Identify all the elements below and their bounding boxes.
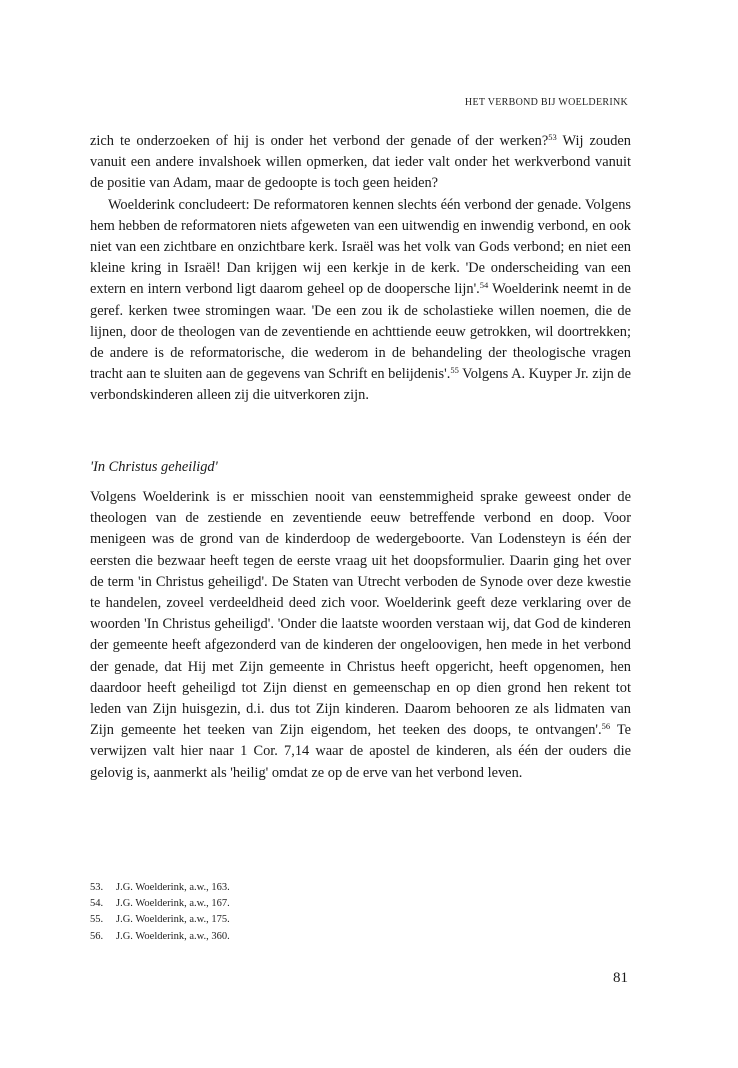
footnote-ref: 53 (548, 132, 557, 142)
paragraph-text: Woelderink neemt in de geref. kerken twee stromingen waar. 'De een zou ik de scholastieke willen noemen, die de lijnen, door de theologen van de zeventiende en achttiende eeuw getrokken, wil doortrekken; de andere is de reformatorische, die wederom in de behandeling der theologische vragen tracht aan te sluiten aan de gegevens van Schrift en belijdenis'. (90, 281, 632, 383)
paragraph-text: Volgens Woelderink is er misschien nooit van eenstemmigheid sprake geweest onder de theologen van de zestiende en zeventiende eeuw betreffende verbond en doop. Voor menigeen was de grond van de kinderdoop de wedergeboorte. Van Lodensteyn is één der eersten die bezwaar heeft tegen de eerste vraag uit het doopsformulier. Daarin ging het over de term 'in Christus geheiligd'. De Staten van Utrecht verboden de Synode over deze kwestie te handelen, zoveel verdeeldheid deed zich voor. Woelderink geeft deze verklaring over de woorden 'In Christus geheiligd'. 'Onder die laatste woorden verstaan wij, dat God de kinderen der gemeente heeft afgezonderd van de kinderen der ongeloovigen, hen mede in het verbond der genade, dat Hij met Zijn gemeente in Christus heeft opgericht, heeft opgenomen, hen daardoor heeft geheiligd tot Zijn dienst en gemeenschap en op dien grond hen rekent tot leden van Zijn huisgezin, d.i. dus tot Zijn kinderen. Daarom behooren ze als lidmaten van Zijn gemeente het teeken van Zijn eigendom, het teeken des doops, te ontvangen'. (90, 489, 631, 739)
footnote (90, 912, 230, 928)
paragraph-text: Woelderink concludeert: De reformatoren kennen slechts één verbond der genade. Volgens hem hebben de reformatoren niets afgeweten van een uitwendig en inwendig verbond, en ook niet van een zichtbare en onzichtbare kerk. Israël was het volk van Gods verbond; en niet een kleine kring in Israël! Dan krijgen wij een kerkje in de kerk. 'De onderscheiding van een extern en intern verbond ligt daarom geheel op de doopersche lijn'. (90, 196, 631, 298)
paragraph-text: zich te onderzoeken of hij is onder het verbond der genade of der werken? (90, 133, 549, 149)
paragraph (90, 131, 631, 195)
footnote (90, 880, 230, 896)
footnote-number: 54. (90, 898, 104, 910)
page-number: 81 (613, 970, 628, 986)
footnote-text: J.G. Woelderink, a.w., 360. (116, 930, 230, 942)
footnote (90, 896, 230, 912)
footnote-number: 55. (90, 914, 104, 926)
paragraph-text: Wij zouden vanuit een andere invalshoek willen opmerken, dat ieder valt onder het werkverbond vanuit de positie van Adam, maar de gedoopte is toch geen heiden? (90, 133, 631, 192)
footnote-ref: 55 (450, 365, 459, 376)
footnote-number: 53. (90, 882, 104, 893)
footnote-text: J.G. Woelderink, a.w., 175. (116, 914, 230, 926)
footnote-text: J.G. Woelderink, a.w., 163. (116, 882, 230, 893)
footnote-ref: 56 (601, 721, 611, 732)
footnote-text: J.G. Woelderink, a.w., 167. (116, 898, 230, 910)
running-header: HET VERBOND BIJ WOELDERINK (464, 97, 628, 108)
footnote-number: 56. (90, 930, 104, 942)
paragraph (90, 487, 631, 784)
footnotes (90, 880, 230, 945)
section-heading: 'In Christus geheiligd' (90, 459, 218, 475)
paragraph-text: Volgens A. Kuyper Jr. zijn de verbondskinderen alleen zij die uitverkoren zijn. (90, 366, 631, 404)
paragraph-text: Te verwijzen valt hier naar 1 Cor. 7,14 waar de apostel de kinderen, als één der ouders die gelovig is, aanmerkt als 'heilig' omdat ze op de erve van het verbond leven. (90, 722, 631, 781)
footnote-ref: 54 (479, 280, 489, 291)
paragraph (90, 195, 631, 407)
footnote (90, 929, 230, 945)
section-1-body (90, 131, 631, 407)
section-2-body (90, 487, 631, 784)
